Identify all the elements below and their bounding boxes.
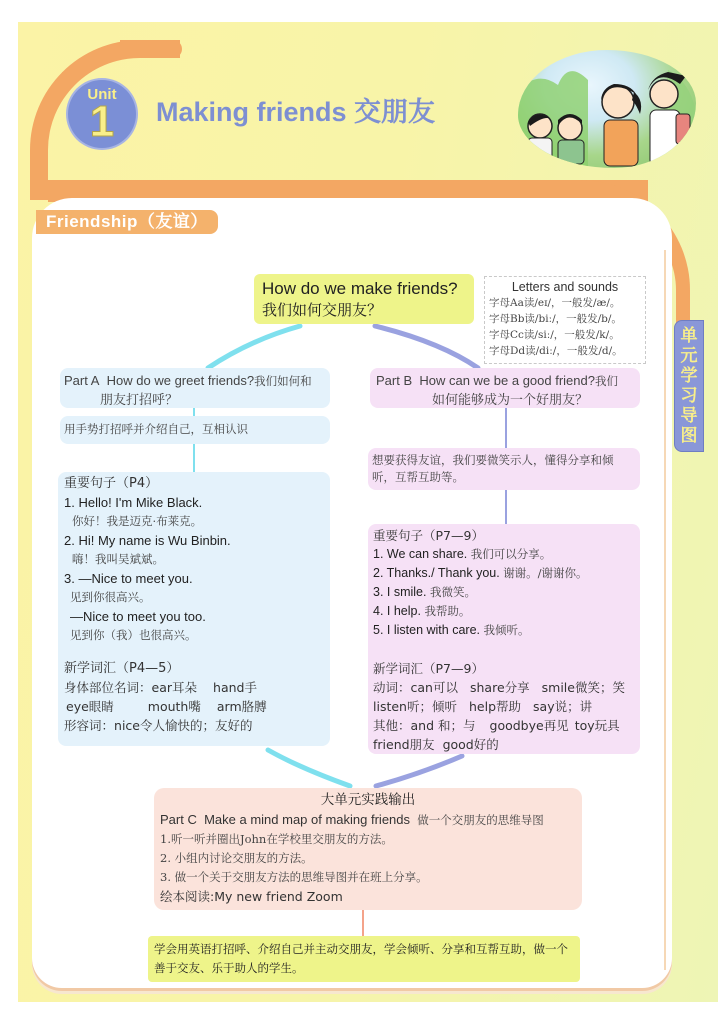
vocab-body-parts-row2 [64, 697, 324, 716]
part-b-key-content [368, 524, 640, 754]
side-tab-char: 单 [680, 326, 698, 346]
vocab-word: help帮助 [468, 699, 522, 714]
part-b-label: Part B [376, 373, 413, 388]
letters-line: 字母Cc读/siː/，一般发/k/。 [489, 329, 620, 341]
part-b-question [370, 368, 640, 408]
part-a-question-cn: 我们如何和 [254, 374, 312, 388]
vocab-word: listen听；倾听 [373, 699, 457, 714]
sentence-cn: 谢谢。/谢谢你。 [503, 566, 588, 580]
sentence-en: 4. I help. [373, 604, 421, 618]
side-tab-unit-map[interactable] [674, 320, 704, 452]
part-c-title-en: Make a mind map of making friends [204, 812, 411, 827]
sentence-cn: 见到你很高兴。 [70, 590, 151, 604]
part-a-question-en: How do we greet friends? [106, 373, 255, 388]
sentence-cn: 你好！我是迈克·布莱克。 [72, 514, 203, 528]
sentence-en: 3. I smile. [373, 585, 427, 599]
vocab-word: goodbye再见 [489, 718, 569, 733]
sentence-en: 1. Hello! I'm Mike Black. [64, 495, 203, 510]
sentence-row [373, 602, 635, 621]
part-a-sentences-title: 重要句子（P4） [64, 476, 159, 491]
part-a-question-cn-2: 朋友打招呼？ [100, 393, 179, 408]
part-b-question-cn-2: 如何能够成为一个好朋友？ [432, 393, 589, 408]
sentence-row [373, 621, 635, 640]
sentence-cn: 我倾听。 [483, 623, 530, 637]
vocab-label: 身体部位名词： [64, 680, 152, 695]
vocab-word: hand手 [213, 680, 257, 695]
side-tab-char: 元 [680, 346, 698, 366]
sentence-en: 1. We can share. [373, 547, 468, 561]
part-a-label: Part A [64, 373, 100, 388]
side-rule [664, 250, 666, 970]
children-illustration-svg [518, 50, 696, 168]
part-c-reading: 绘本阅读:My new friend Zoom [160, 889, 343, 904]
part-c-title-row [160, 810, 576, 830]
sentence-row [373, 583, 635, 602]
vocab-word: arm胳膊 [216, 699, 267, 714]
sentence-row [373, 545, 635, 564]
sentence-cn: 我们可以分享。 [470, 547, 552, 561]
vocab-others-row2 [373, 735, 635, 754]
part-b-summary [368, 448, 640, 490]
part-a-summary [60, 416, 330, 444]
sentence-cn: 我微笑。 [429, 585, 476, 599]
sentence-cn: 嗨！我叫吴斌斌。 [72, 552, 164, 566]
vocab-word: mouth嘴 [147, 699, 201, 714]
part-a-question [60, 368, 330, 408]
sentence-cn: 见到你（我）也很高兴。 [70, 628, 197, 642]
sentence-en: 5. I listen with care. [373, 623, 480, 637]
letters-line: 字母Dd读/diː/，一般发/d/。 [489, 345, 623, 357]
vocab-word: good好的 [442, 737, 499, 752]
vocab-verbs-row2 [373, 697, 635, 716]
part-c-step: 2. 小组内讨论交朋友的方法。 [160, 851, 313, 865]
central-question-en: How do we make friends? [262, 279, 458, 298]
vocab-word: smile微笑；笑 [541, 680, 625, 695]
unit-title: Making friends 交朋友 [156, 97, 436, 127]
letters-title: Letters and sounds [511, 280, 619, 294]
sentence-en: 2. Thanks./ Thank you. [373, 566, 500, 580]
sentence-en: 2. Hi! My name is Wu Binbin. [64, 533, 231, 548]
part-c-heading: 大单元实践输出 [320, 792, 416, 808]
unit-label: Unit [87, 86, 117, 103]
part-c-label: Part C [160, 812, 197, 827]
sentence-row [373, 564, 635, 583]
vocab-adjective-row [64, 716, 324, 735]
vocab-others-row1 [373, 716, 635, 735]
side-tab-char: 习 [680, 386, 698, 406]
vocab-word: and 和；与 [410, 718, 476, 733]
part-b-question-cn: 我们 [594, 374, 618, 388]
vocab-label: 形容词： [64, 718, 115, 733]
vocab-word: friend朋友 [373, 737, 435, 752]
side-tab-char: 学 [680, 366, 698, 386]
vocab-word: toy玩具 [574, 718, 620, 733]
part-a-summary-text: 用手势打招呼并介绍自己，互相认识 [64, 422, 248, 436]
side-tab-char: 导 [680, 406, 698, 426]
side-tab-char: 图 [680, 426, 698, 446]
letters-and-sounds-box [484, 276, 646, 364]
orange-frame-cap [120, 40, 182, 58]
part-b-question-en: How can we be a good friend? [419, 373, 595, 388]
sentence-cn: 我帮助。 [424, 604, 471, 618]
vocab-word: say说；讲 [533, 699, 593, 714]
letters-line: 字母Aa读/eɪ/，一般发/æ/。 [489, 297, 621, 309]
vocab-word: ear耳朵 [151, 680, 198, 695]
part-c-box [154, 788, 582, 910]
letters-line: 字母Bb读/biː/，一般发/b/。 [489, 313, 622, 325]
learning-goal-text: 学会用英语打招呼、介绍自己并主动交朋友，学会倾听、分享和互帮互助，做一个善于交友、乐于助人的学生。 [154, 942, 568, 975]
vocab-word: can可以 [410, 680, 458, 695]
unit-badge [66, 78, 138, 150]
part-a-key-content [58, 472, 330, 746]
learning-goal-box [148, 936, 580, 982]
part-c-title-cn: 做一个交朋友的思维导图 [417, 813, 544, 827]
sentence-en: —Nice to meet you too. [70, 609, 206, 624]
part-b-vocab-title: 新学词汇（P7—9） [373, 661, 484, 676]
section-tag-friendship: Friendship（友谊） [36, 210, 218, 234]
vocab-body-parts-row1 [64, 678, 324, 697]
part-c-step: 1.听一听并圈出John在学校里交朋友的方法。 [160, 832, 393, 846]
vocab-label: 动词： [373, 680, 411, 695]
part-a-vocab-title: 新学词汇（P4—5） [64, 661, 180, 676]
vocab-word: share分享 [469, 680, 530, 695]
vocab-word: eye眼睛 [66, 699, 114, 714]
central-question [254, 274, 474, 324]
sentence-en: 3. —Nice to meet you. [64, 571, 193, 586]
unit-number: 1 [89, 97, 115, 146]
central-question-cn: 我们如何交朋友？ [262, 301, 383, 319]
vocab-word: nice令人愉快的；友好的 [114, 718, 253, 733]
vocab-label: 其他： [373, 718, 411, 733]
part-c-step: 3. 做一个关于交朋友方法的思维导图并在班上分享。 [160, 870, 428, 884]
vocab-verbs-row1 [373, 678, 635, 697]
part-b-summary-text: 想要获得友谊，我们要微笑示人，懂得分享和倾听，互帮互助等。 [372, 453, 614, 484]
children-illustration [518, 50, 696, 168]
part-b-sentences-title: 重要句子（P7—9） [373, 528, 484, 543]
